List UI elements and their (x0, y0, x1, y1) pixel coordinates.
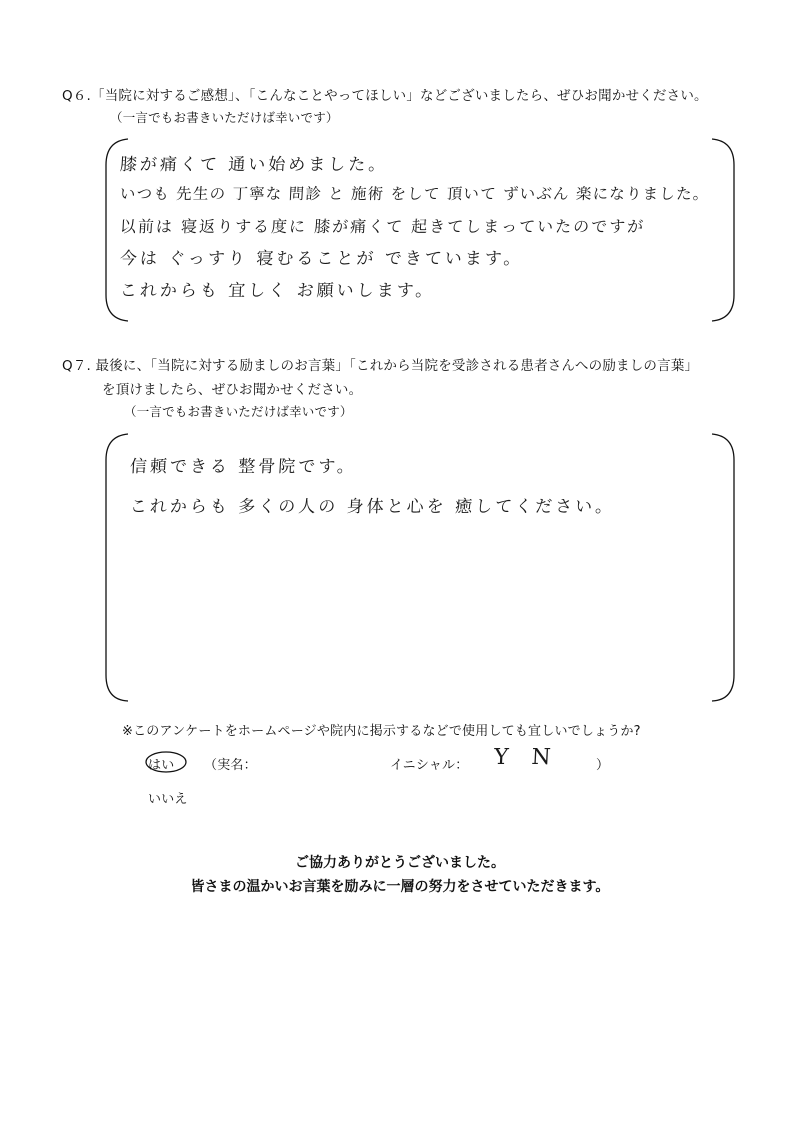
q6-answer-line-1: 膝が痛くて 通い始めました。 (119, 155, 389, 175)
q7-question-line-2: を頂けましたら、ぜひお聞かせください。 (102, 382, 363, 398)
initial-label: イニシャル： (390, 758, 469, 773)
q6-question: Q６.「当院に対するご感想」、「こんなことやってほしい」などございましたら、ぜひお聞かせください。 (62, 88, 708, 104)
q6-answer-line-5: これからも 宜しく お願いします。 (119, 281, 436, 301)
q7-note: （一言でもお書きいただけば幸いです） (124, 404, 353, 419)
consent-question: ※このアンケートをホームページや院内に掲示するなどで使用しても宜しいでしょうか? (122, 724, 641, 739)
initial-value: Y N (493, 745, 560, 770)
q6-answer-line-2: いつも 先生の 丁寧な 問診 と 施術 をして 頂いて ずいぶん 楽になりました。 (119, 185, 710, 203)
q7-answer-line-1: 信頼できる 整骨院です。 (129, 457, 358, 477)
q6-answer-line-4: 今は ぐっすり 寝むることが できています。 (119, 249, 524, 269)
q6-note: （一言でもお書きいただけば幸いです） (110, 110, 339, 125)
thanks-line-1: ご協力ありがとうございました。 (295, 855, 505, 871)
q6-answer-line-3: 以前は 寝返りする度に 膝が痛くて 起きてしまっていたのですが (119, 217, 646, 236)
q7-answer-line-2: これからも 多くの人の 身体と心を 癒してください。 (129, 497, 616, 517)
consent-yes-option[interactable] (148, 754, 174, 773)
real-name-label: （実名： (204, 758, 257, 773)
consent-no-option[interactable] (148, 788, 188, 807)
thanks-line-2: 皆さまの温かいお言葉を励みに一層の努力をさせていただきます。 (190, 879, 610, 895)
consent-yes-label: はい (148, 758, 175, 773)
consent-no-label: いいえ (148, 792, 188, 807)
initial-close-paren: ） (596, 758, 610, 773)
q7-question-line-1: Q７. 最後に、「当院に対する励ましのお言葉」「これから当院を受診される患者さんへの励ましの言葉」 (62, 358, 699, 374)
